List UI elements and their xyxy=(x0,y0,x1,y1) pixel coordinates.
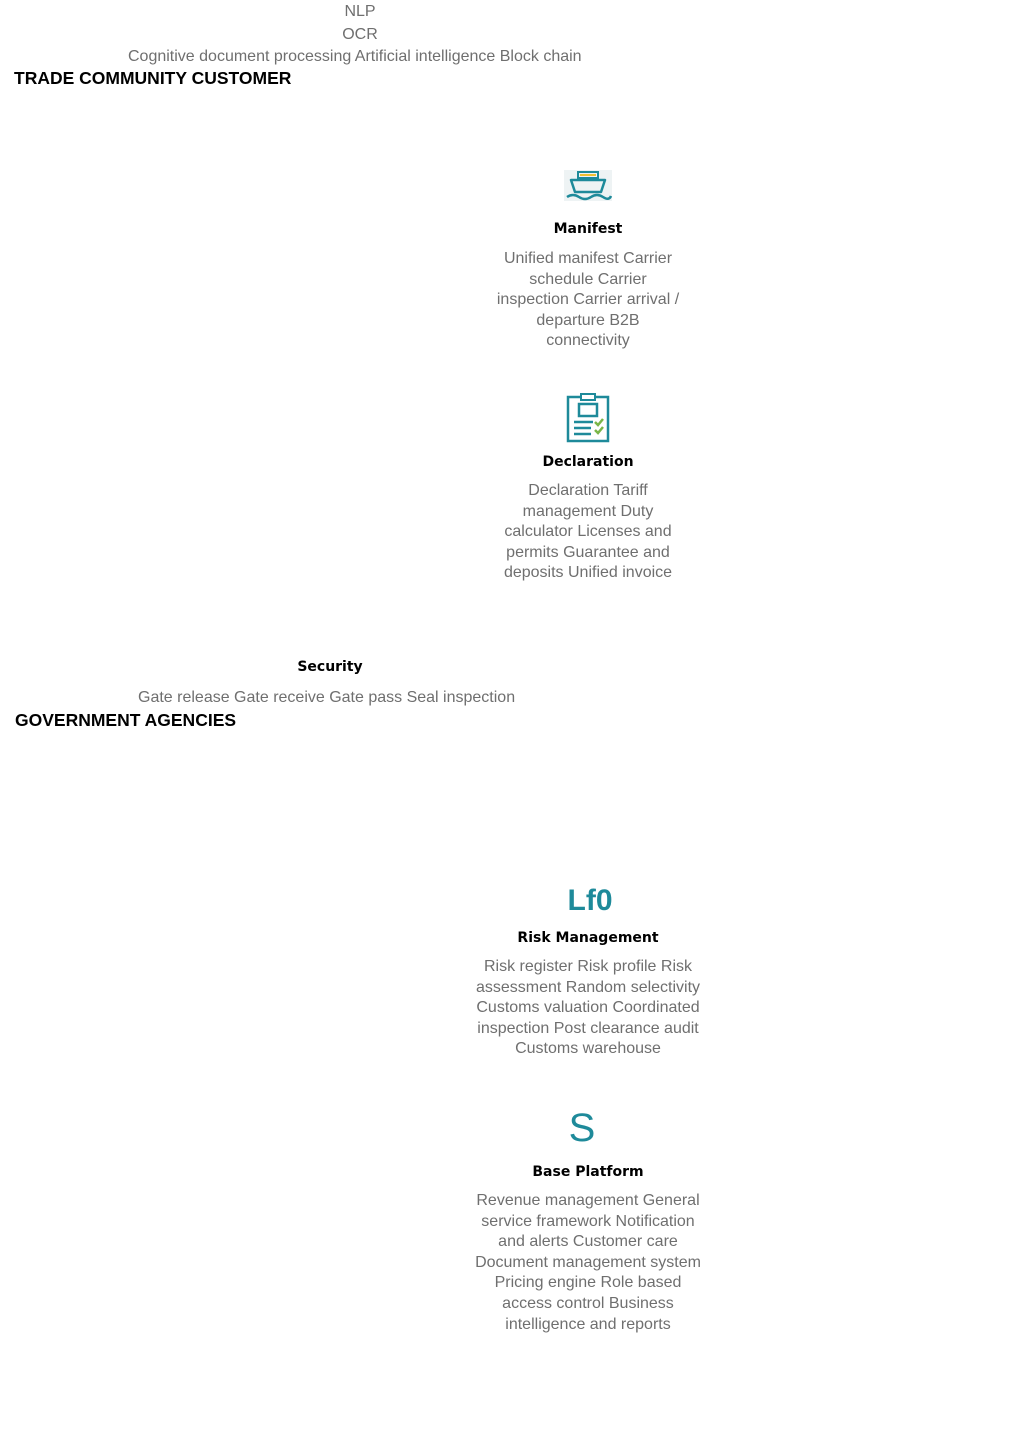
base-line: and alerts Customer care xyxy=(498,1233,678,1251)
manifest-line: departure B2B xyxy=(536,311,640,329)
declaration-line: Declaration Tariff xyxy=(528,482,648,499)
manifest-description xyxy=(468,249,708,352)
security-title: Security xyxy=(297,659,363,675)
base-line: Revenue management General xyxy=(476,1192,700,1209)
risk-management-description xyxy=(458,957,718,1060)
risk-line: Customs warehouse xyxy=(515,1040,661,1058)
declaration-description xyxy=(468,481,708,584)
risk-line: Risk register Risk profile Risk xyxy=(483,958,693,975)
tech-capabilities: Cognitive document processing Artificial intelligence Block chain xyxy=(128,48,582,65)
manifest-title: Manifest xyxy=(553,221,623,237)
section-government-agencies: GOVERNMENT AGENCIES xyxy=(15,710,237,730)
base-platform-description xyxy=(458,1191,718,1335)
base-line: Document management system xyxy=(475,1253,701,1271)
base-line: Pricing engine Role based xyxy=(494,1274,682,1292)
risk-line: Customs valuation Coordinated xyxy=(476,999,700,1017)
declaration-line: calculator Licenses and xyxy=(504,523,672,541)
risk-line: inspection Post clearance audit xyxy=(477,1019,699,1037)
clipboard-check-icon xyxy=(565,393,611,443)
tech-nlp: NLP xyxy=(344,3,376,20)
declaration-line: permits Guarantee and xyxy=(506,543,670,561)
base-line: service framework Notification xyxy=(481,1212,695,1230)
risk-management-icon: Lf0 xyxy=(567,884,613,917)
security-description: Gate release Gate receive Gate pass Seal inspection xyxy=(138,689,516,706)
manifest-line: inspection Carrier arrival / xyxy=(496,291,680,309)
declaration-title: Declaration xyxy=(542,454,634,470)
base-line: access control Business xyxy=(502,1294,674,1312)
section-trade-community: TRADE COMMUNITY CUSTOMER xyxy=(14,68,292,88)
manifest-line: connectivity xyxy=(546,332,630,350)
manifest-line: Unified manifest Carrier xyxy=(503,250,673,267)
tech-ocr: OCR xyxy=(342,26,378,43)
declaration-line: management Duty xyxy=(522,502,654,520)
declaration-line: deposits Unified invoice xyxy=(503,564,673,582)
base-platform-icon: S xyxy=(568,1106,596,1150)
base-line: intelligence and reports xyxy=(505,1315,671,1333)
manifest-line: schedule Carrier xyxy=(529,270,647,288)
base-platform-title: Base Platform xyxy=(532,1164,644,1180)
risk-line: assessment Random selectivity xyxy=(475,978,701,996)
ship-icon xyxy=(563,168,613,204)
risk-management-title: Risk Management xyxy=(517,930,659,946)
